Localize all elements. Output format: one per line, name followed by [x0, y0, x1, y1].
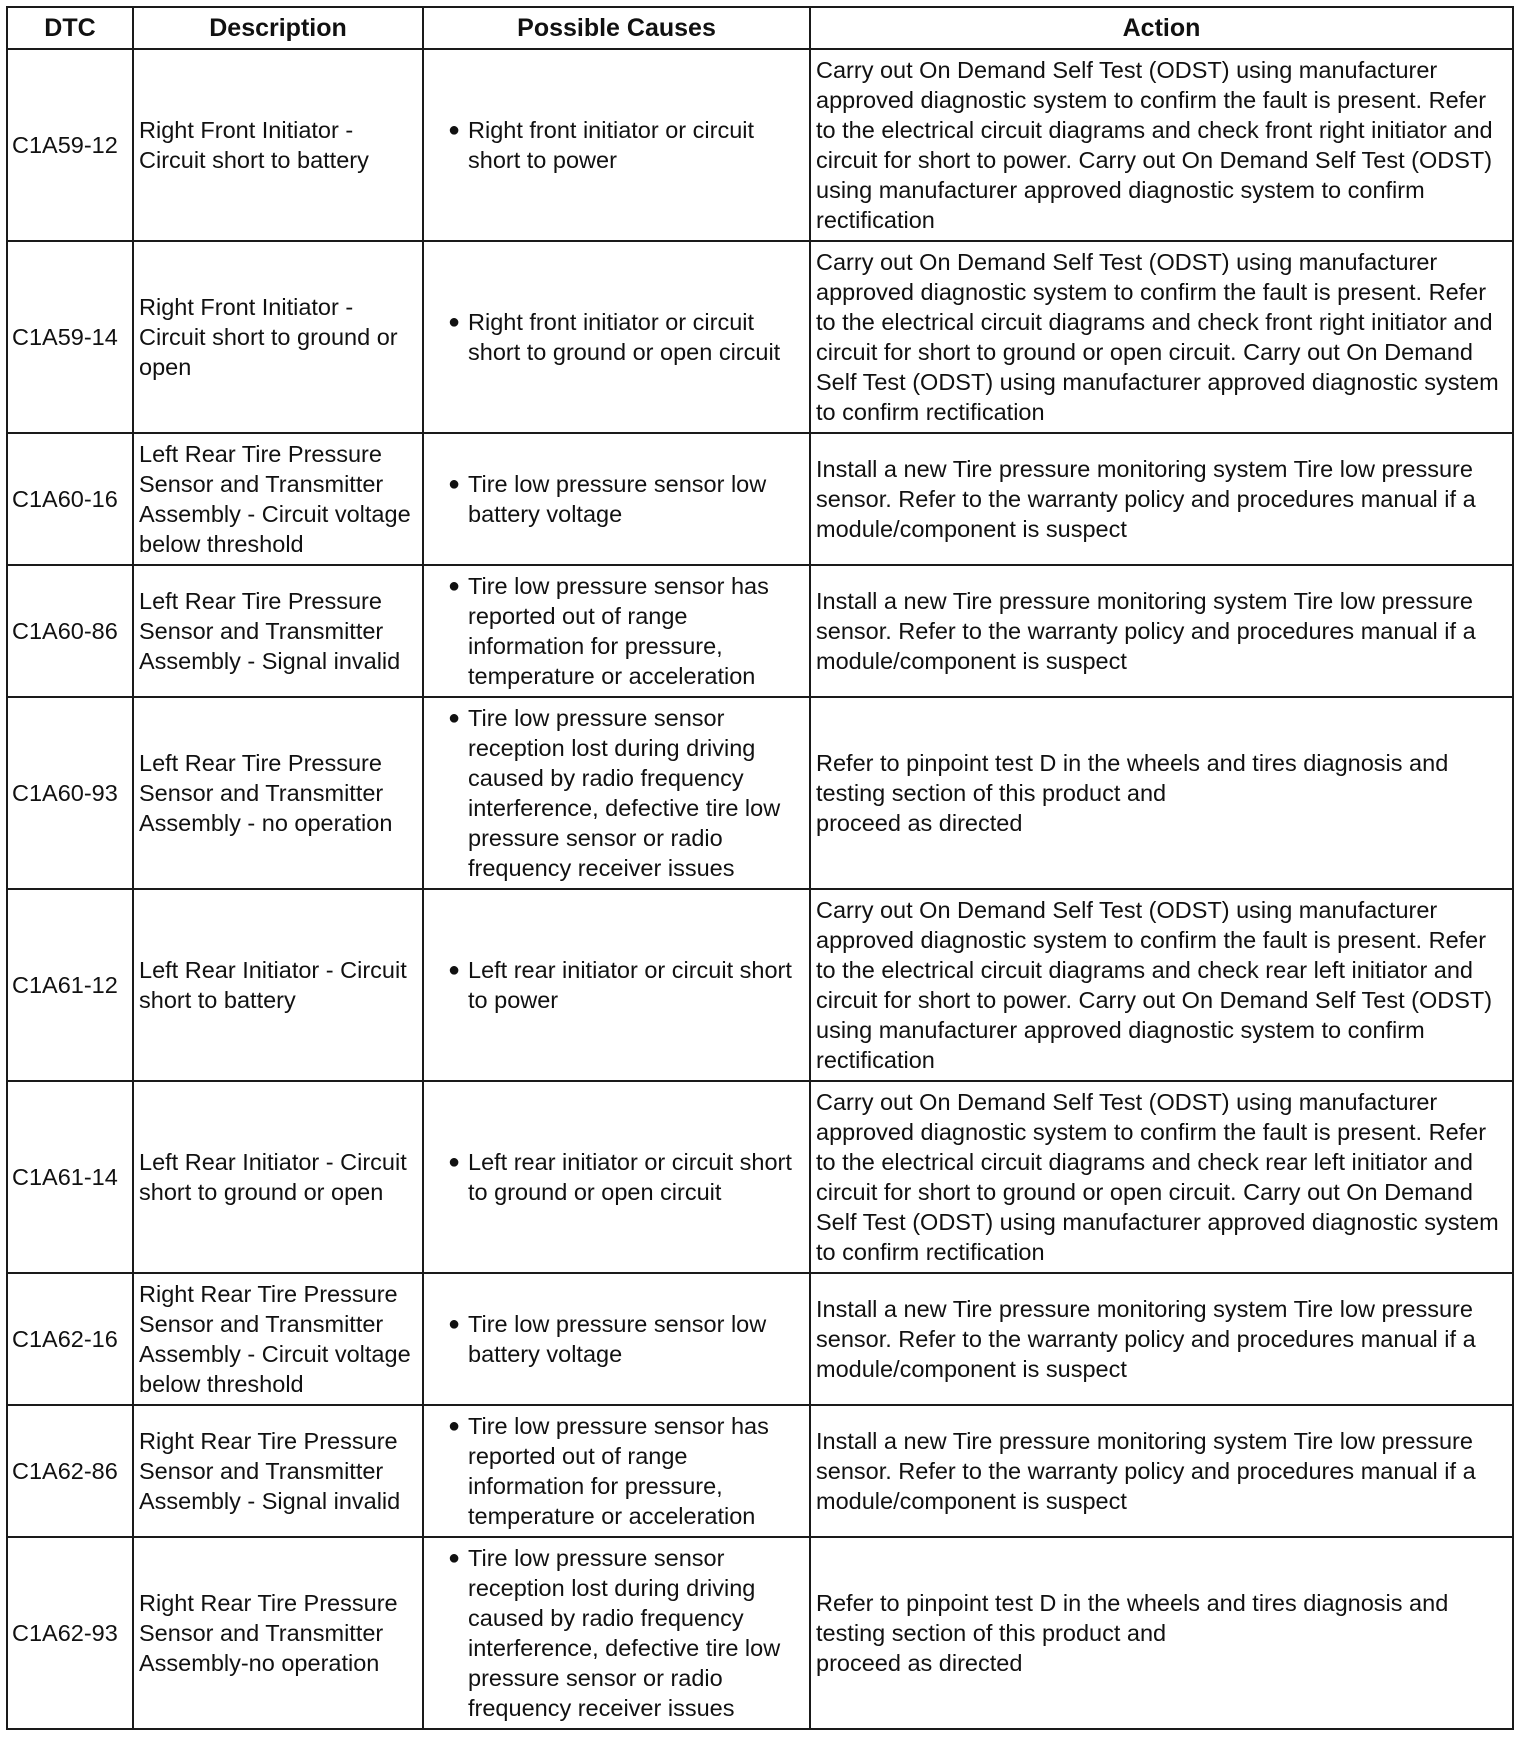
table-row — [7, 1405, 1513, 1537]
dtc-code: C1A62-93 — [7, 1537, 133, 1729]
dtc-description: Left Rear Tire Pressure Sensor and Transmitter Assembly - Signal invalid — [133, 565, 423, 697]
dtc-code: C1A61-14 — [7, 1081, 133, 1273]
dtc-code: C1A59-12 — [7, 49, 133, 241]
possible-cause — [423, 1405, 810, 1537]
table-row — [7, 241, 1513, 433]
possible-cause-text: Tire low pressure sensor low battery voltage — [468, 1311, 767, 1367]
dtc-code: C1A60-93 — [7, 697, 133, 889]
action-text: Carry out On Demand Self Test (ODST) using manufacturer approved diagnostic system to confirm the fault is present. Refer to the electrical circuit diagrams and check rear left initiator and circuit for short to ground or open circuit. Carry out On Demand Self Test (ODST) using manufacturer approved diagnostic system to confirm rectification — [810, 1081, 1513, 1273]
dtc-code: C1A60-16 — [7, 433, 133, 565]
bullet-icon: ● — [448, 1415, 461, 1437]
table-row — [7, 889, 1513, 1081]
dtc-code: C1A61-12 — [7, 889, 133, 1081]
possible-cause — [423, 889, 810, 1081]
table-row — [7, 565, 1513, 697]
dtc-description: Right Front Initiator - Circuit short to battery — [133, 49, 423, 241]
possible-cause-text: Tire low pressure sensor reception lost during driving caused by radio frequency interference, defective tire low pressure sensor or radio frequency receiver issues — [468, 705, 781, 881]
bullet-icon: ● — [448, 1547, 461, 1569]
table-row — [7, 1081, 1513, 1273]
action-text: Install a new Tire pressure monitoring system Tire low pressure sensor. Refer to the warranty policy and procedures manual if a module/component is suspect — [810, 565, 1513, 697]
possible-cause-text: Left rear initiator or circuit short to power — [468, 957, 792, 1013]
possible-cause — [423, 241, 810, 433]
possible-cause-text: Tire low pressure sensor reception lost during driving caused by radio frequency interference, defective tire low pressure sensor or radio frequency receiver issues — [468, 1545, 781, 1721]
action-text: Refer to pinpoint test D in the wheels and tires diagnosis and testing section of this product and proceed as directed — [810, 1537, 1513, 1729]
action-text: Refer to pinpoint test D in the wheels and tires diagnosis and testing section of this product and proceed as directed — [810, 697, 1513, 889]
dtc-description: Left Rear Tire Pressure Sensor and Transmitter Assembly - Circuit voltage below threshold — [133, 433, 423, 565]
possible-cause-text: Tire low pressure sensor has reported out of range information for pressure, temperature or acceleration — [468, 573, 769, 689]
action-text: Install a new Tire pressure monitoring system Tire low pressure sensor. Refer to the warranty policy and procedures manual if a module/component is suspect — [810, 1273, 1513, 1405]
table-header-row — [7, 7, 1513, 49]
dtc-code: C1A62-16 — [7, 1273, 133, 1405]
bullet-icon: ● — [448, 311, 461, 333]
possible-cause — [423, 1273, 810, 1405]
possible-cause-text: Left rear initiator or circuit short to ground or open circuit — [468, 1149, 792, 1205]
header-action: Action — [810, 7, 1513, 49]
dtc-table — [6, 6, 1514, 1730]
possible-cause — [423, 433, 810, 565]
possible-cause — [423, 49, 810, 241]
table-row — [7, 433, 1513, 565]
dtc-description: Right Rear Tire Pressure Sensor and Transmitter Assembly - Circuit voltage below threshold — [133, 1273, 423, 1405]
possible-cause — [423, 1081, 810, 1273]
bullet-icon: ● — [448, 1151, 461, 1173]
dtc-description: Left Rear Initiator - Circuit short to ground or open — [133, 1081, 423, 1273]
table-row — [7, 1273, 1513, 1405]
table-row — [7, 49, 1513, 241]
possible-cause — [423, 697, 810, 889]
possible-cause — [423, 565, 810, 697]
table-row — [7, 697, 1513, 889]
header-dtc: DTC — [7, 7, 133, 49]
dtc-description: Right Rear Tire Pressure Sensor and Transmitter Assembly - Signal invalid — [133, 1405, 423, 1537]
bullet-icon: ● — [448, 707, 461, 729]
action-text: Install a new Tire pressure monitoring system Tire low pressure sensor. Refer to the warranty policy and procedures manual if a module/component is suspect — [810, 1405, 1513, 1537]
header-description: Description — [133, 7, 423, 49]
header-possible-causes: Possible Causes — [423, 7, 810, 49]
possible-cause-text: Right front initiator or circuit short to power — [468, 117, 755, 173]
table-row — [7, 1537, 1513, 1729]
action-text: Install a new Tire pressure monitoring system Tire low pressure sensor. Refer to the warranty policy and procedures manual if a module/component is suspect — [810, 433, 1513, 565]
possible-cause-text: Tire low pressure sensor has reported out of range information for pressure, temperature or acceleration — [468, 1413, 769, 1529]
action-text: Carry out On Demand Self Test (ODST) using manufacturer approved diagnostic system to confirm the fault is present. Refer to the electrical circuit diagrams and check rear left initiator and circuit for short to power. Carry out On Demand Self Test (ODST) using manufacturer approved diagnostic system to confirm rectification — [810, 889, 1513, 1081]
bullet-icon: ● — [448, 119, 461, 141]
possible-cause-text: Right front initiator or circuit short to ground or open circuit — [468, 309, 781, 365]
dtc-description: Left Rear Initiator - Circuit short to battery — [133, 889, 423, 1081]
dtc-code: C1A62-86 — [7, 1405, 133, 1537]
dtc-code: C1A60-86 — [7, 565, 133, 697]
action-text: Carry out On Demand Self Test (ODST) using manufacturer approved diagnostic system to confirm the fault is present. Refer to the electrical circuit diagrams and check front right initiator and circuit for short to ground or open circuit. Carry out On Demand Self Test (ODST) using manufacturer approved diagnostic system to confirm rectification — [810, 241, 1513, 433]
possible-cause — [423, 1537, 810, 1729]
bullet-icon: ● — [448, 959, 461, 981]
dtc-description: Left Rear Tire Pressure Sensor and Transmitter Assembly - no operation — [133, 697, 423, 889]
dtc-description: Right Front Initiator - Circuit short to ground or open — [133, 241, 423, 433]
bullet-icon: ● — [448, 1313, 461, 1335]
dtc-description: Right Rear Tire Pressure Sensor and Transmitter Assembly-no operation — [133, 1537, 423, 1729]
action-text: Carry out On Demand Self Test (ODST) using manufacturer approved diagnostic system to confirm the fault is present. Refer to the electrical circuit diagrams and check front right initiator and circuit for short to power. Carry out On Demand Self Test (ODST) using manufacturer approved diagnostic system to confirm rectification — [810, 49, 1513, 241]
bullet-icon: ● — [448, 473, 461, 495]
possible-cause-text: Tire low pressure sensor low battery voltage — [468, 471, 767, 527]
bullet-icon: ● — [448, 575, 461, 597]
dtc-code: C1A59-14 — [7, 241, 133, 433]
